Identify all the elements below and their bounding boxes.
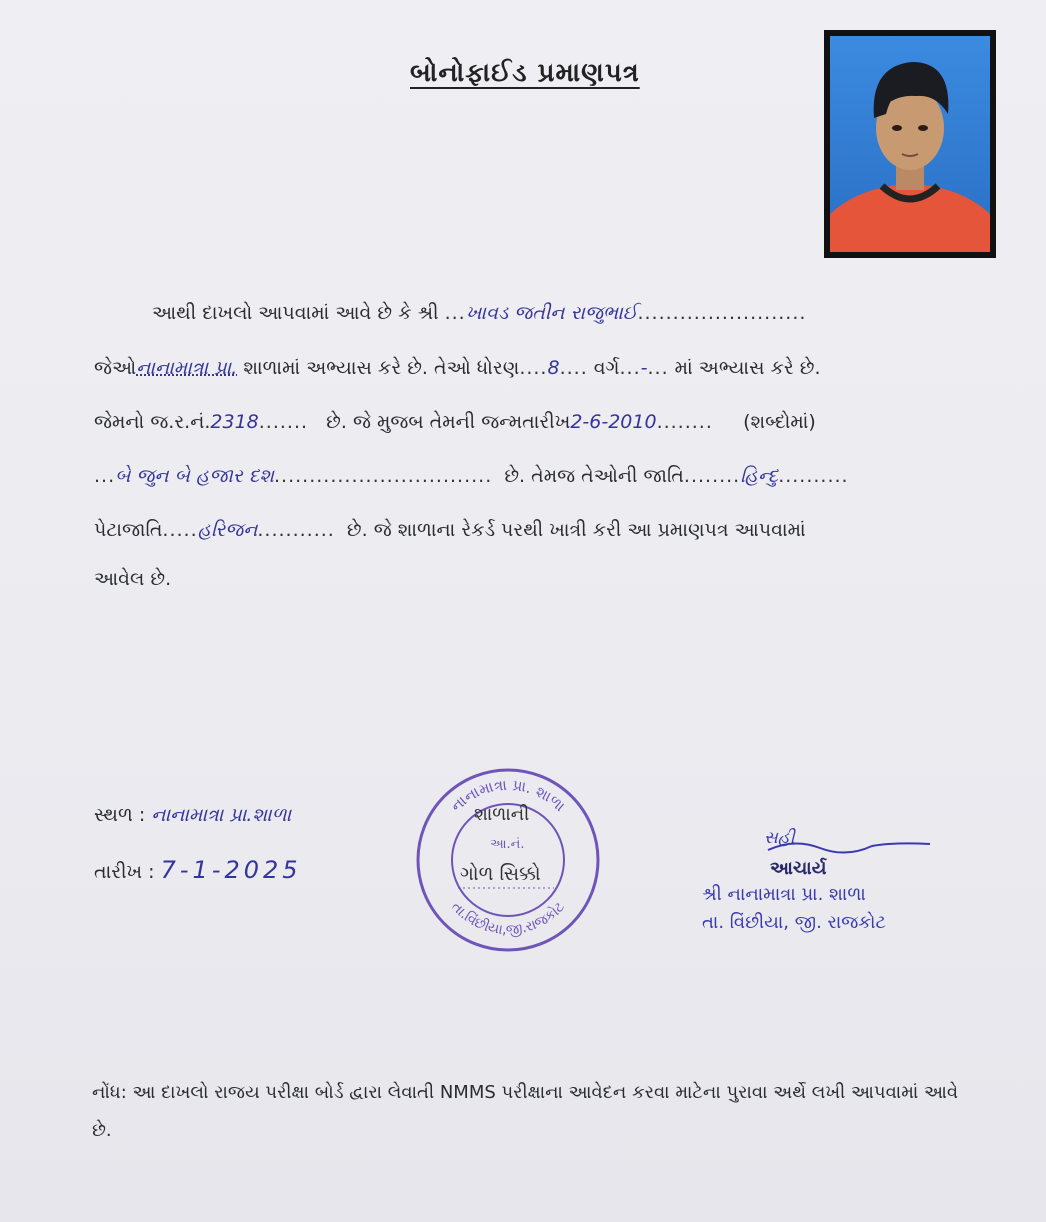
place-value: નાનામાત્રા પ્રા.શાળા [151, 804, 292, 826]
birth-date-in-words: બે જુન બે હજાર દશ [115, 465, 275, 487]
stamp-inner-title: શાળાની [474, 804, 530, 825]
stamp-inner-seal: ગોળ સિક્કો [460, 863, 541, 885]
division-value: - [640, 357, 648, 379]
stamp-inner-number: આ.નં. [490, 837, 525, 852]
principal-signature: સહી [764, 828, 795, 848]
line5-prefix: પેટાજાતિ [94, 519, 163, 541]
line2-prefix: જેઓ [94, 357, 137, 379]
line3-end: (શબ્દોમાં) [743, 411, 816, 433]
certificate-title: બોનોફાઈડ પ્રમાણપત્ર [410, 58, 640, 88]
principal-role: આચાર્ય [770, 858, 827, 879]
line1-prefix: આથી દાખલો આપવામાં આવે છે કે શ્રી [152, 302, 439, 324]
date-value: 7-1-2025 [160, 856, 302, 884]
line3-prefix: જેમનો જ.ર.નં. [94, 411, 211, 433]
line4-mid: છે. તેમજ તેઓની જાતિ [504, 465, 684, 487]
body-line-1: આથી દાખલો આપવામાં આવે છે કે શ્રી ...ખાવડ જતીન રાજુભાઈ........................ [152, 302, 807, 324]
line2-end: માં અભ્યાસ કરે છે. [674, 357, 821, 379]
body-line-3: જેમનો જ.ર.નં.2318....... છે. જે મુજબ તેમની જન્મતારીખ2-6-2010........ (શબ્દોમાં) [94, 411, 816, 433]
school-round-stamp [414, 766, 602, 954]
body-line-5: પેટાજાતિ.....હરિજન........... છે. જે શાળાના રેકર્ડ પરથી ખાત્રી કરી આ પ્રમાણપત્ર આપવામાં [94, 519, 806, 541]
school-name-handwritten: નાનામાત્રા પ્રા. [136, 357, 238, 379]
birth-date: 2-6-2010 [570, 411, 657, 433]
signature-stroke [764, 836, 934, 860]
stamp-outer-bottom: તા.વિંછીયા,જી.રાજકોટ [448, 899, 568, 939]
body-line-4: ...બે જુન બે હજાર દશ............................... છે. તેમજ તેઓની જાતિ........હિન્દુ.......... [94, 465, 849, 487]
standard-value: 8 [547, 357, 560, 379]
caste-value: હિન્દુ [740, 465, 779, 487]
student-photo [824, 30, 996, 258]
date-label: તારીખ : [94, 861, 155, 883]
line5-end: છે. જે શાળાના રેકર્ડ પરથી ખાત્રી કરી આ પ્રમાણપત્ર આપવામાં [346, 519, 806, 541]
signature-address: તા. વિંછીયા, જી. રાજકોટ [702, 912, 886, 933]
stamp-outer-top: નાનામાત્રા પ્રા. શાળા [447, 775, 569, 816]
line2-varg: વર્ગ [593, 357, 620, 379]
place-label: સ્થળ : [94, 804, 146, 826]
line3-mid: છે. જે મુજબ તેમની જન્મતારીખ [326, 411, 571, 433]
student-photo-image [830, 36, 990, 252]
student-name: ખાવડ જતીન રાજુભાઈ [465, 302, 638, 324]
body-line-2: જેઓનાનામાત્રા પ્રા. શાળામાં અભ્યાસ કરે છે. તેઓ ધોરણ....8.... વર્ગ...-... માં અભ્યાસ કરે છે. [94, 357, 821, 379]
body-line-6: આવેલ છે. [94, 568, 172, 590]
footnote: નોંધ: આ દાખલો રાજય પરીક્ષા બોર્ડ દ્વારા લેવાતી NMMS પરીક્ષાના આવેદન કરવા માટેના પુરાવા અર્થે લખી આપવામાં આવે છે. [92, 1082, 959, 1141]
line2-mid: શાળામાં અભ્યાસ કરે છે. તેઓ ધોરણ [243, 357, 520, 379]
subcaste-value: હરિજન [197, 519, 258, 541]
place-row [94, 804, 291, 826]
date-row [94, 856, 302, 884]
signature-school: શ્રી નાનામાત્રા પ્રા. શાળા [702, 884, 866, 905]
gr-number: 2318 [210, 411, 259, 433]
